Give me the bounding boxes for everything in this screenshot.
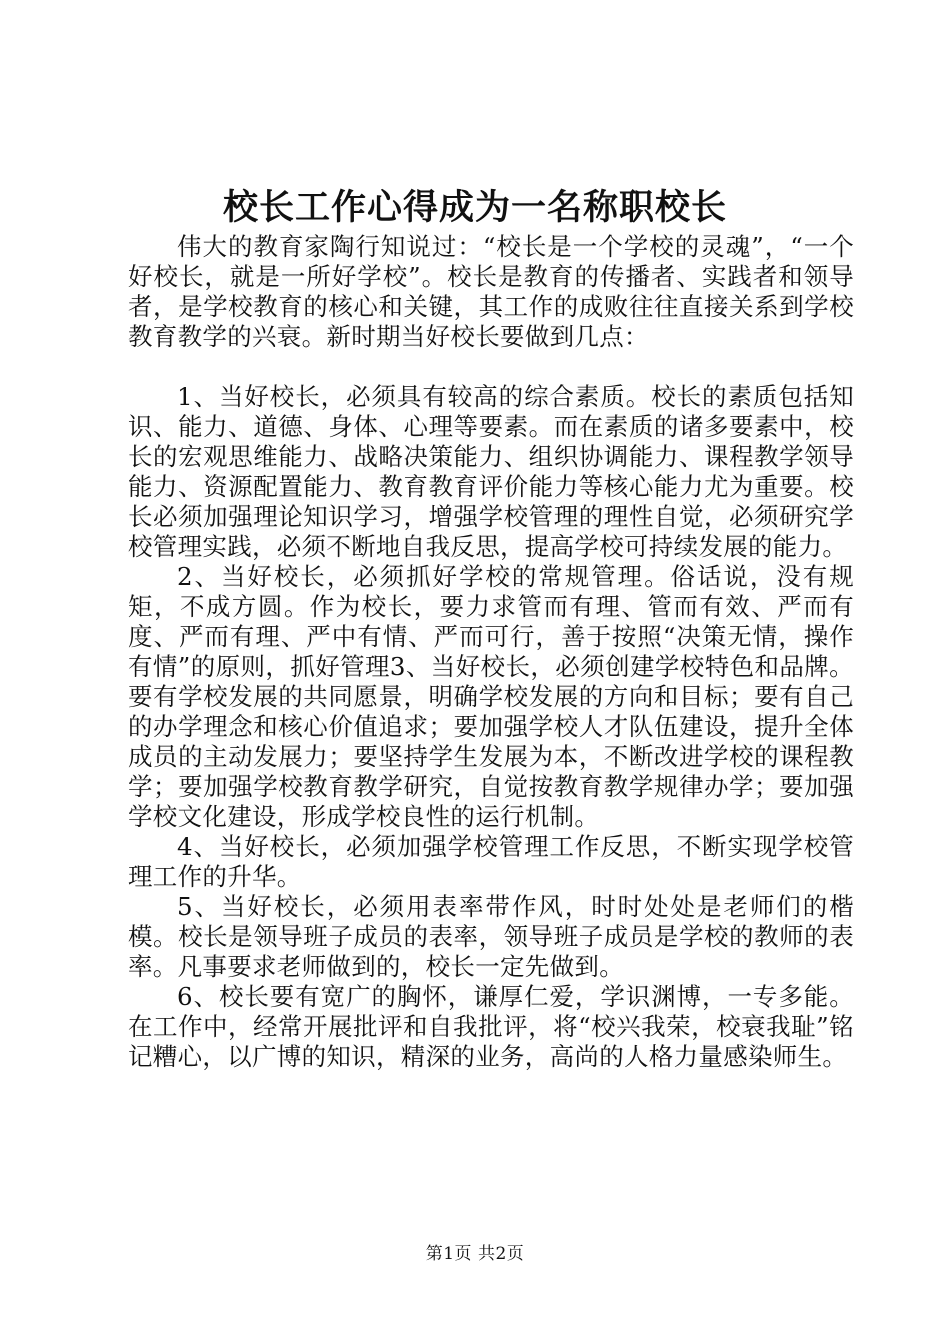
paragraph-4: 4、当好校长，必须加强学校管理工作反思，不断实现学校管理工作的升华。 (128, 832, 854, 891)
paragraph-intro: 伟大的教育家陶行知说过：“校长是一个学校的灵魂”，“一个好校长，就是一所好学校”。校长是教育的传播者、实践者和领导者，是学校教育的核心和关键，其工作的成败往往直接关系到学校教育教学的兴衰。新时期当好校长要做到几点： (128, 232, 854, 351)
paragraph-6: 6、校长要有宽广的胸怀，谦厚仁爱，学识渊博，一专多能。在工作中，经常开展批评和自我批评，将“校兴我荣，校衰我耻”铭记糟心，以广博的知识，精深的业务，高尚的人格力量感染师生。 (128, 982, 854, 1071)
document-body (128, 232, 854, 1072)
paragraph-1: 1、当好校长，必须具有较高的综合素质。校长的素质包括知识、能力、道德、身体、心理等要素。而在素质的诸多要素中，校长的宏观思维能力、战略决策能力、组织协调能力、课程教学领导能力、资源配置能力、教育教育评价能力等核心能力尤为重要。校长必须加强理论知识学习，增强学校管理的理性自觉，必须研究学校管理实践，必须不断地自我反思，提高学校可持续发展的能力。 (128, 382, 854, 561)
page-footer: 第1页 共2页 (425, 1244, 525, 1264)
paragraph-5: 5、当好校长，必须用表率带作风，时时处处是老师们的楷模。校长是领导班子成员的表率，领导班子成员是学校的教师的表率。凡事要求老师做到的，校长一定先做到。 (128, 892, 854, 981)
paragraph-2: 2、当好校长，必须抓好学校的常规管理。俗话说，没有规矩，不成方圆。作为校长，要力求管而有理、管而有效、严而有度、严而有理、严中有情、严而可行，善于按照“决策无情，操作有情”的原则，抓好管理3、当好校长，必须创建学校特色和品牌。要有学校发展的共同愿景，明确学校发展的方向和目标；要有自己的办学理念和核心价值追求；要加强学校人才队伍建设，提升全体成员的主动发展力；要坚持学生发展为本，不断改进学校的课程教学；要加强学校教育教学研究，自觉按教育教学规律办学；要加强学校文化建设，形成学校良性的运行机制。 (128, 562, 854, 831)
document-title: 校长工作心得成为一名称职校长 (222, 187, 727, 228)
